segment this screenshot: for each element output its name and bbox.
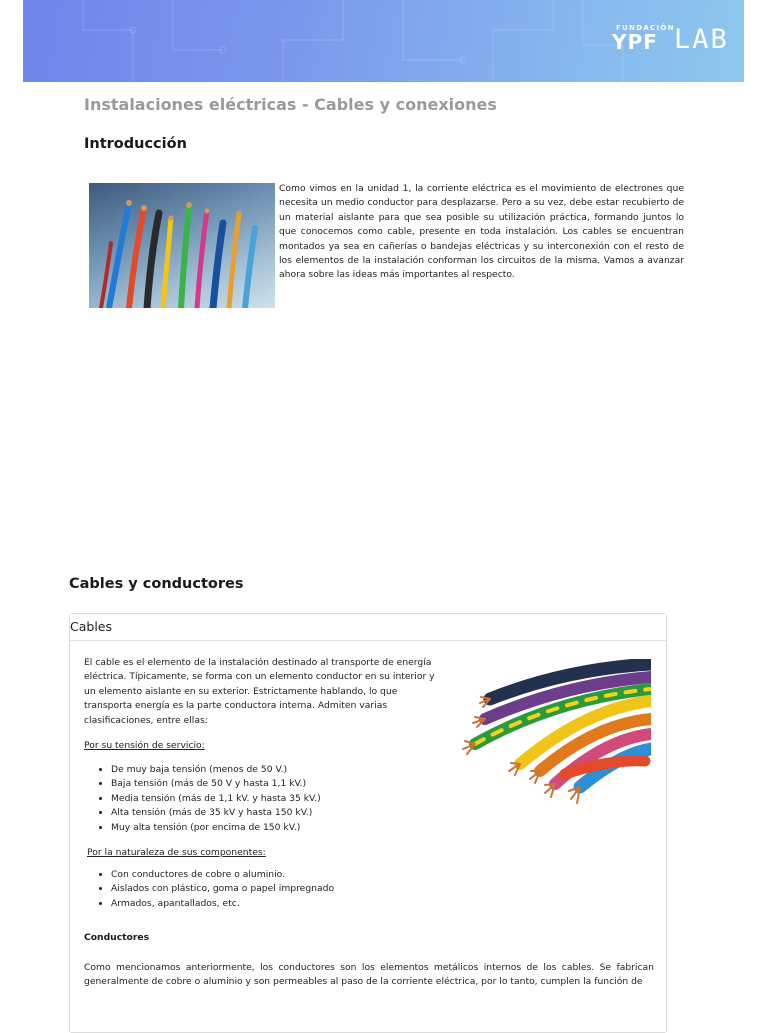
list-item: • Baja tensión (más de 50 V y hasta 1,1 kV.) (111, 777, 321, 791)
list-item: • Con conductores de cobre o aluminio. (111, 868, 334, 882)
naturaleza-label: Por la naturaleza de sus componentes: (87, 847, 266, 858)
intro-paragraph: Como vimos en la unidad 1, la corriente eléctrica es el movimiento de electrones que necesita un medio conductor para desplazarse. Pero a su vez, debe estar recubierto de un material aislante para que sea posible su utilización práctica, formando juntos lo que conocemos como cable, presente en toda instalación. Los cables se encuentran montados ya sea en cañerías o bandejas eléctricas y su interconexión con el resto de los elementos de la instalación conforman los circuitos de la misma. Vamos a avanzar ahora sobre las ideas más importantes al respecto. (279, 183, 684, 281)
header-banner (23, 0, 744, 82)
intro-heading: Introducción (84, 136, 187, 152)
conductores-heading: Conductores (84, 932, 150, 943)
list-item: • Armados, apantallados, etc. (111, 897, 334, 911)
tension-label: Por su tensión de servicio: (84, 740, 205, 751)
document-title: Instalaciones eléctricas - Cables y conexiones (84, 95, 497, 114)
list-item: • Media tensión (más de 1,1 kV. y hasta 35 kV.) (111, 792, 321, 806)
cable-paragraph: El cable es el elemento de la instalación destinado al transporte de energía eléctrica. Típicamente, se forma con un elemento conductor en su interior y un elemento aislante en su exterior. Estrictamente hablando, lo que transporta energía es la parte conductora interna. Admiten varias clasificaciones, entre ellas: (84, 657, 435, 726)
cable-bundle-photo (445, 659, 651, 822)
panel-header-cables[interactable]: Cables (70, 614, 666, 641)
logo-fundacion-text: FUNDACIÓN (616, 24, 675, 32)
conductores-paragraph: Como mencionamos anteriormente, los conductores son los elementos metálicos internos de los cables. Se fabrican generalmente de cobre o aluminio y son permeables al paso de la corriente eléctrica, por lo tanto, cumplen la función de (84, 962, 654, 988)
cables-panel (69, 613, 667, 1033)
logo-ypf-text: YPF (612, 30, 658, 54)
list-item: • Aislados con plástico, goma o papel impregnado (111, 882, 334, 896)
list-item: • Alta tensión (más de 35 kV y hasta 150 kV.) (111, 806, 321, 820)
ypf-lab-logo[interactable] (612, 24, 728, 58)
list-item: • Muy alta tensión (por encima de 150 kV.) (111, 821, 321, 835)
colored-wires-photo (89, 183, 275, 308)
tension-list (84, 763, 321, 835)
list-item: • De muy baja tensión (menos de 50 V.) (111, 763, 321, 777)
section-heading-cables: Cables y conductores (69, 576, 244, 592)
logo-lab-text: LAB (674, 24, 729, 55)
naturaleza-list (84, 868, 334, 911)
